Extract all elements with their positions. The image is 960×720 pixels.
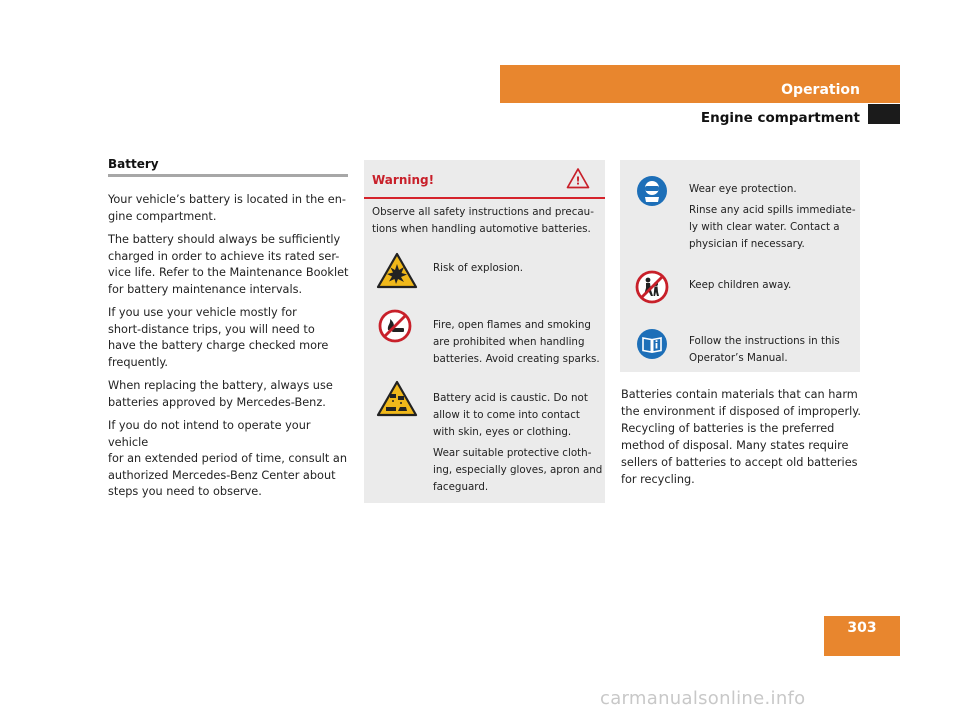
header-marker bbox=[868, 104, 900, 124]
warning-acid-text: Battery acid is caustic. Do not allow it to come into contact with skin, eyes or clothing. bbox=[433, 392, 588, 438]
info-eye-text: Wear eye protection. bbox=[689, 183, 797, 195]
svg-text:!: ! bbox=[575, 174, 581, 188]
keep-children-away-icon bbox=[635, 270, 669, 308]
battery-paragraph: When replacing the battery, always use batteries approved by Mercedes-Benz. bbox=[108, 379, 333, 409]
warning-rule bbox=[364, 197, 605, 199]
warning-protective-text: Wear suitable protective cloth- ing, especially gloves, apron and faceguard. bbox=[433, 447, 603, 493]
warning-item-text bbox=[433, 390, 603, 500]
battery-heading: Battery bbox=[108, 157, 159, 171]
info-manual-text: Follow the instructions in this Operator’s Manual. bbox=[689, 335, 840, 364]
disposal-text bbox=[621, 386, 863, 488]
operators-manual-icon bbox=[636, 328, 668, 364]
info-item-text bbox=[689, 277, 861, 298]
battery-paragraph: If you use your vehicle mostly for short-distance trips, you will need to have the battery charge checked more frequently. bbox=[108, 306, 329, 369]
no-fire-smoking-icon bbox=[378, 309, 412, 347]
battery-paragraph: If you do not intend to operate your vehicle for an extended period of time, consult an authorized Mercedes-Benz Center about steps you need to observe. bbox=[108, 419, 347, 498]
info-rinse-text: Rinse any acid spills immediate- ly with clear water. Contact a physician if necessary. bbox=[689, 204, 856, 250]
battery-paragraph: Your vehicle’s battery is located in the en- gine compartment. bbox=[108, 193, 346, 223]
warning-title: Warning! bbox=[372, 173, 435, 187]
disposal-paragraph: Batteries contain materials that can harm the environment if disposed of improperly. Recycling of batteries is the preferred method of disposal. Many states require sellers of batteries to accept old batteries for recycling. bbox=[621, 388, 861, 486]
page-number: 303 bbox=[847, 620, 877, 636]
section-title: Operation bbox=[781, 82, 860, 98]
chapter-title: Engine compartment bbox=[700, 110, 860, 126]
info-item-text bbox=[689, 181, 861, 257]
warning-explosion-text: Risk of explosion. bbox=[433, 262, 524, 274]
heading-rule bbox=[108, 174, 348, 177]
battery-body bbox=[108, 192, 353, 508]
watermark: carmanualsonline.info bbox=[600, 688, 806, 709]
battery-paragraph: The battery should always be sufficiently charged in order to achieve its rated ser- vice life. Refer to the Maintenance Booklet for battery maintenance intervals. bbox=[108, 233, 349, 296]
warning-triangle-icon bbox=[566, 167, 590, 193]
warning-fire-text: Fire, open flames and smoking are prohibited when handling batteries. Avoid creating sparks. bbox=[433, 319, 600, 365]
warning-intro: Observe all safety instructions and precau- tions when handling automotive batteries. bbox=[372, 206, 594, 235]
info-children-text: Keep children away. bbox=[689, 279, 792, 291]
info-item-text bbox=[689, 333, 861, 371]
warning-item-text bbox=[433, 317, 603, 372]
eye-protection-icon bbox=[636, 175, 668, 211]
corrosive-acid-icon bbox=[376, 380, 418, 421]
warning-item-text bbox=[433, 260, 603, 281]
explosion-warning-icon bbox=[376, 252, 418, 293]
